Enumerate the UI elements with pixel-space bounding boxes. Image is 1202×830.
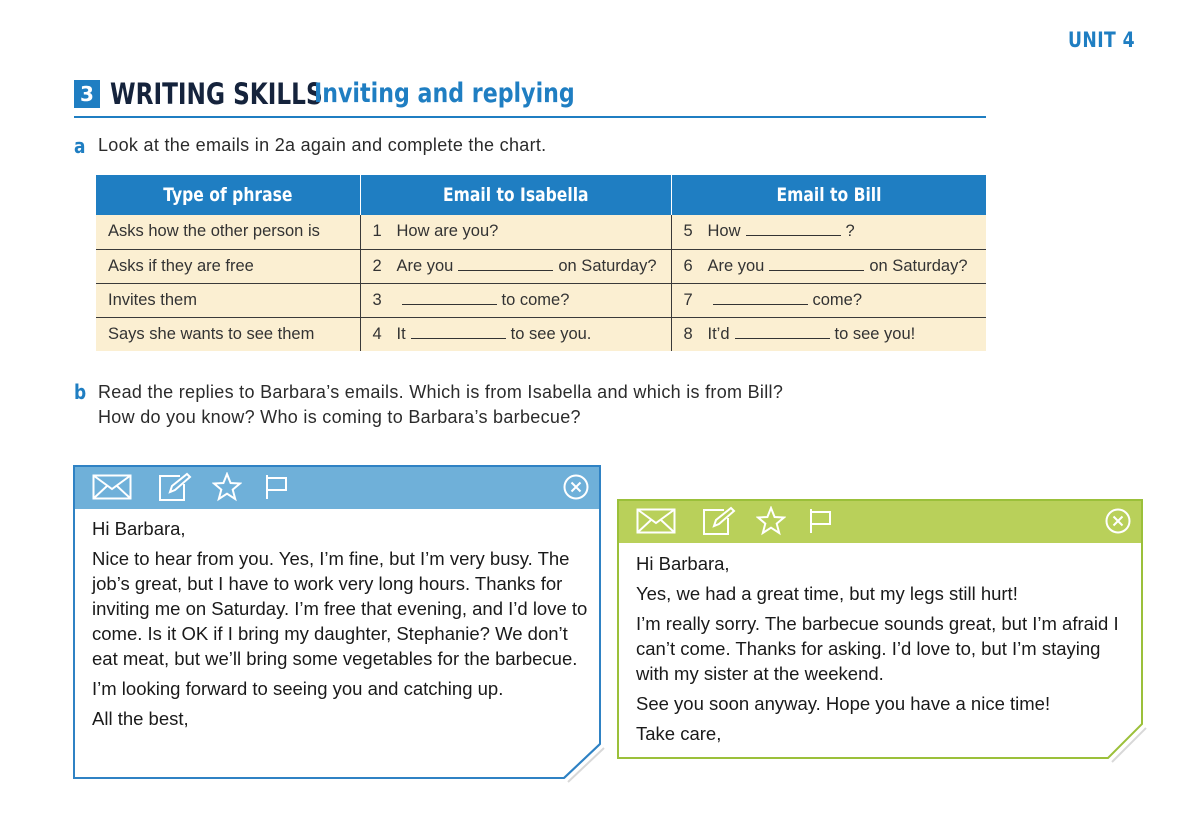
email-card-green — [614, 496, 1150, 766]
email-greeting: Hi Barbara, — [636, 553, 730, 574]
chart-cell-bill: 5 How ? — [671, 215, 986, 249]
chart-cell-bill: 6 Are you on Saturday? — [671, 249, 986, 283]
email-greeting: Hi Barbara, — [92, 518, 186, 539]
chart-row — [96, 215, 986, 249]
email-signoff: Take care, — [636, 723, 722, 744]
section-heading — [74, 74, 575, 114]
star-icon[interactable] — [212, 472, 242, 502]
answer-blank[interactable] — [458, 270, 553, 271]
chart-cell-type: Asks if they are free — [96, 249, 360, 283]
chart-cell-bill: 8 It’d to see you! — [671, 317, 986, 351]
phrase-chart — [96, 175, 986, 351]
email-paragraph: Nice to hear from you. Yes, I’m fine, but I’m very busy. The job’s great, but I have to work very long hours. Thanks for inviting me on Saturday. I’m free that evening, and I’d love to come. Is it OK if I bring my daughter, Stephanie? We don’t eat meat, but we’ll bring some vegetables for the barbecue. — [92, 548, 588, 669]
email-paragraph: I’m looking forward to seeing you and catching up. — [92, 678, 504, 699]
section-number: 3 — [74, 80, 100, 108]
answer-blank[interactable] — [411, 338, 506, 339]
chart-header-row — [96, 175, 986, 215]
email-paragraph: See you soon anyway. Hope you have a nice time! — [636, 693, 1051, 714]
answer-blank[interactable] — [769, 270, 864, 271]
chart-cell-type: Invites them — [96, 283, 360, 317]
chart-row — [96, 317, 986, 351]
close-circle-icon[interactable] — [1104, 507, 1132, 535]
exercise-a-letter: a — [74, 134, 86, 158]
chart-row — [96, 283, 986, 317]
star-icon[interactable] — [756, 506, 786, 536]
edit-icon[interactable] — [158, 472, 192, 502]
chart-header-isabella: Email to Isabella — [360, 175, 671, 215]
chart-header-type: Type of phrase — [96, 175, 360, 215]
answer-blank[interactable] — [402, 304, 497, 305]
chart-cell-type: Asks how the other person is — [96, 215, 360, 249]
edit-icon[interactable] — [702, 506, 736, 536]
chart-cell-bill: 7 come? — [671, 283, 986, 317]
email-paragraph: Yes, we had a great time, but my legs still hurt! — [636, 583, 1018, 604]
section-title: WRITING SKILLS — [110, 77, 323, 111]
envelope-icon[interactable] — [92, 474, 132, 500]
close-circle-icon[interactable] — [562, 473, 590, 501]
chart-cell-type: Says she wants to see them — [96, 317, 360, 351]
email-body-green — [636, 551, 1122, 751]
chart-cell-isabella: 4 It to see you. — [360, 317, 671, 351]
section-subtitle: Inviting and replying — [314, 78, 575, 109]
exercise-b-line1: Read the replies to Barbara’s emails. Which is from Isabella and which is from Bill? — [98, 382, 784, 402]
answer-blank[interactable] — [735, 338, 830, 339]
exercise-b-line2: How do you know? Who is coming to Barbara’s barbecue? — [98, 407, 581, 427]
email-body-blue — [92, 516, 592, 736]
flag-icon[interactable] — [264, 473, 290, 501]
answer-blank[interactable] — [713, 304, 808, 305]
answer-blank[interactable] — [746, 235, 841, 236]
exercise-a-instruction: Look at the emails in 2a again and complete the chart. — [98, 135, 547, 155]
chart-cell-isabella: 3 to come? — [360, 283, 671, 317]
chart-cell-isabella: 1 How are you? — [360, 215, 671, 249]
envelope-icon[interactable] — [636, 508, 676, 534]
email-signoff: All the best, — [92, 708, 189, 729]
chart-row — [96, 249, 986, 283]
email-card-blue — [70, 462, 606, 784]
exercise-b-letter: b — [74, 380, 87, 404]
heading-rule — [74, 116, 986, 118]
chart-cell-isabella: 2 Are you on Saturday? — [360, 249, 671, 283]
flag-icon[interactable] — [808, 507, 834, 535]
unit-label: UNIT 4 — [1068, 28, 1135, 52]
email-paragraph: I’m really sorry. The barbecue sounds great, but I’m afraid I can’t come. Thanks for asking. I’d love to, but I’m staying with my sister at the weekend. — [636, 613, 1119, 684]
chart-header-bill: Email to Bill — [671, 175, 986, 215]
